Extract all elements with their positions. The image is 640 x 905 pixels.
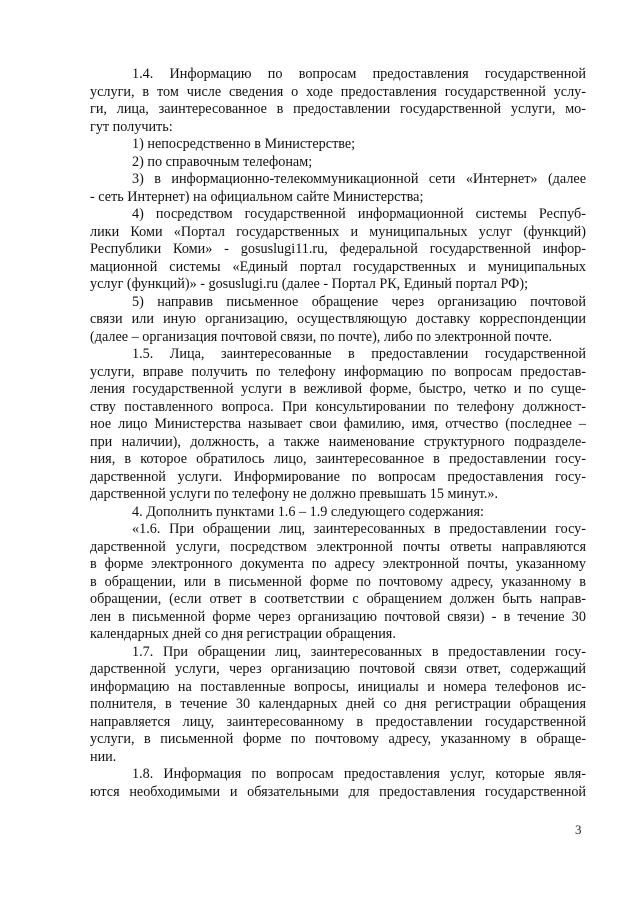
text-line: услуги, в том числе сведения о ходе предоставления государственной услу- <box>90 83 586 100</box>
text-line: услуг (функций)» - gosuslugi.ru (далее - Портал РК, Единый портал РФ); <box>90 276 529 292</box>
text-line: 1) непосредственно в Министерстве; <box>132 136 356 152</box>
text-line: 1.8. Информация по вопросам предоставления услуг, которые явля- <box>132 766 586 782</box>
text-line: полнителя, в течение 30 календарных дней со дня регистрации обращения <box>90 696 586 712</box>
text-line: дарственной услуги, через организацию почтовой связи ответ, содержащий <box>90 661 586 677</box>
text-line: дарственной услуги, посредством электронной почты ответы направляются <box>90 538 586 555</box>
text-line: связи или иную организацию, осуществляющую доставку корреспонденции <box>90 311 586 327</box>
text-line: 1.7. При обращении лиц, заинтересованных в предоставлении госу- <box>132 643 586 660</box>
text-line: ются необходимыми и обязательными для предоставления государственной <box>90 783 586 800</box>
text-line: Республики Коми» - gosuslugi11.ru, федеральной государственной инфор- <box>90 241 586 257</box>
text-line: обращении, (если ответ в соответствии с обращением должен быть направ- <box>90 591 586 607</box>
text-line: (далее – организация почтовой связи, по почте), либо по электронной почте. <box>90 328 553 345</box>
document-body <box>90 66 586 801</box>
text-line: в форме электронного документа по адресу электронной почты, указанному <box>90 556 586 572</box>
text-line: 4) посредством государственной информационной системы Респуб- <box>132 206 586 222</box>
text-line: ству поставленного вопроса. При консультировании по телефону должност- <box>90 398 586 415</box>
text-line: услуги, в письменной форме по почтовому адресу, указанному в обраще- <box>90 731 586 747</box>
text-line: ления государственной услуги в вежливой форме, быстро, четко и по суще- <box>90 381 586 397</box>
text-line: 2) по справочным телефонам; <box>132 153 313 170</box>
text-line: календарных дней со дня регистрации обращения. <box>90 626 396 642</box>
text-line: ги, лица, заинтересованное в предоставлении государственной услуги, мо- <box>90 101 586 117</box>
text-line: ное лицо Министерства называет свои фамилию, имя, отчество (последнее – <box>90 416 586 432</box>
text-line: в обращении, или в письменной форме по почтовому адресу, указанному в <box>90 573 586 590</box>
page-number: 3 <box>575 822 582 837</box>
text-line: дарственной услуги по телефону не должно превышать 15 минут.». <box>90 486 499 502</box>
text-line: дарственной услуги. Информирование по вопросам предоставления госу- <box>90 468 586 485</box>
text-line: направляется лицу, заинтересованному в предоставлении государственной <box>90 713 586 730</box>
text-line: при наличии), должность, а также наименование структурного подразделе- <box>90 433 586 450</box>
text-line: лен в письменной форме через организацию почтовой связи) - в течение 30 <box>90 608 586 625</box>
text-line: «1.6. При обращении лиц, заинтересованных в предоставлении госу- <box>132 521 586 537</box>
text-line: гут получить: <box>90 118 173 135</box>
text-line: нии. <box>90 748 117 765</box>
text-line: - сеть Интернет) на официальном сайте Министерства; <box>90 188 424 205</box>
text-line: услуги, вправе получить по телефону информацию по вопросам предостав- <box>90 363 586 380</box>
text-line: 3) в информационно-телекоммуникационной сети «Интернет» (далее <box>132 171 586 187</box>
text-line: 1.5. Лица, заинтересованные в предоставлении государственной <box>132 346 586 362</box>
text-line: ния, в которое обратилось лицо, заинтересованное в предоставлении госу- <box>90 451 586 467</box>
text-line: 1.4. Информацию по вопросам предоставления государственной <box>132 66 586 82</box>
text-line: 5) направив письменное обращение через организацию почтовой <box>132 293 586 310</box>
text-line: 4. Дополнить пунктами 1.6 – 1.9 следующего содержания: <box>132 503 484 520</box>
text-line: информацию на поставленные вопросы, инициалы и номера телефонов ис- <box>90 678 586 695</box>
text-line: лики Коми «Портал государственных и муниципальных услуг (функций) <box>90 223 586 240</box>
text-line: мационной системы «Единый портал государственных и муниципальных <box>90 258 586 275</box>
